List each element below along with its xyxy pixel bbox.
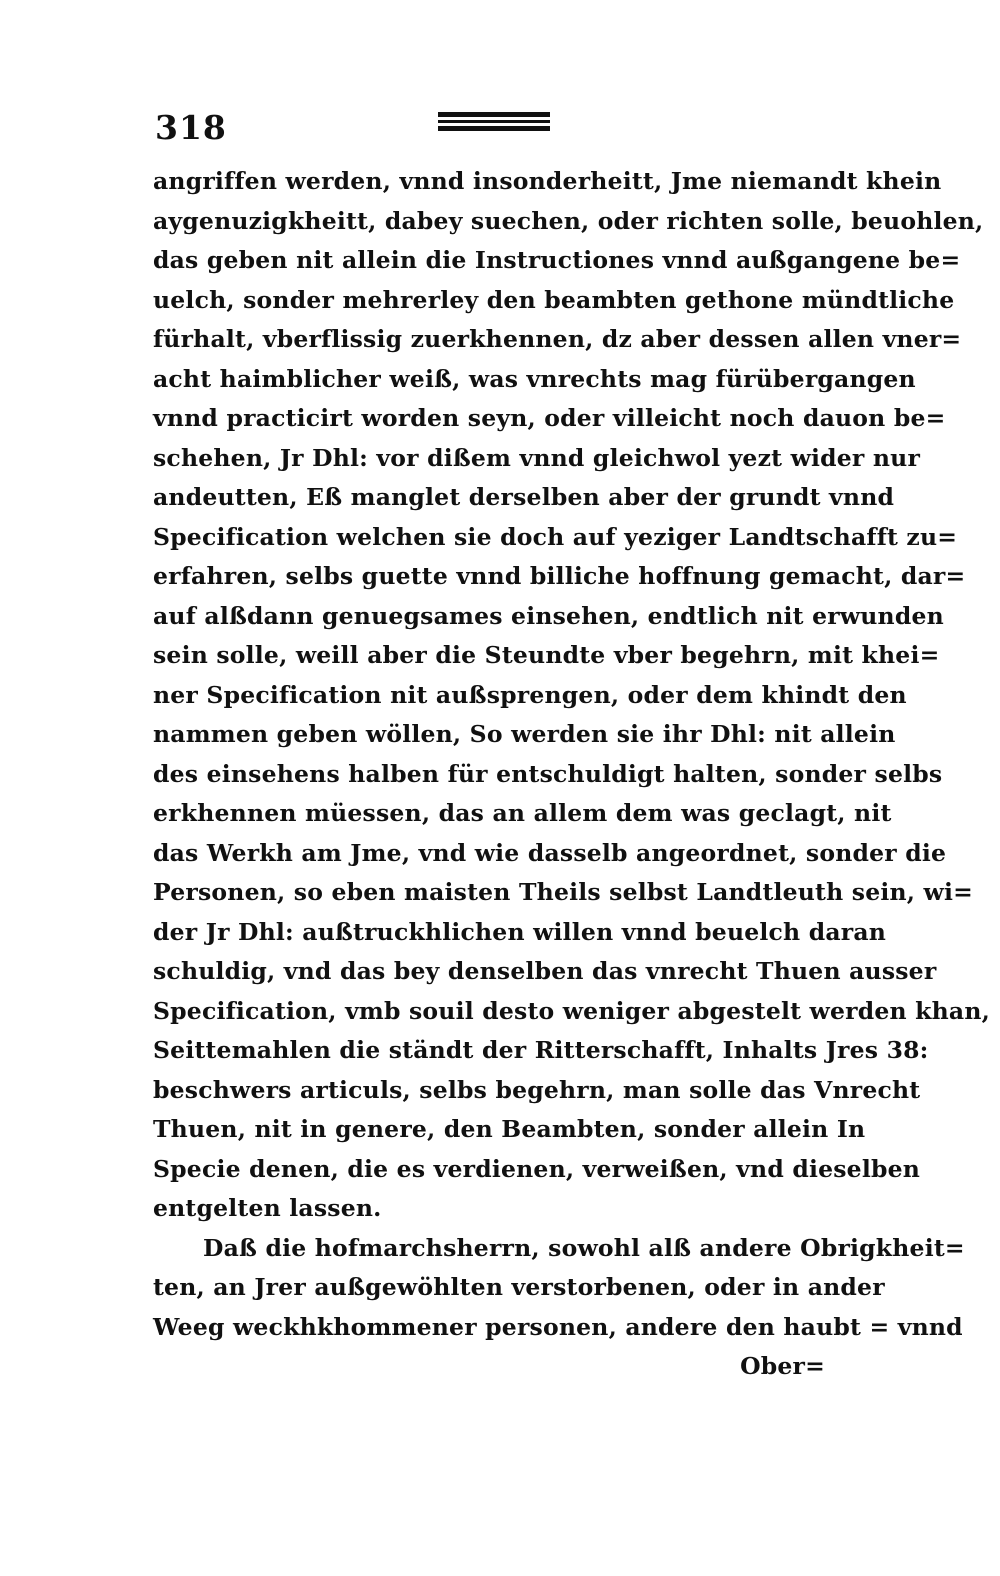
paragraph-line: ten, an Jrer außgewöhlten verstorbenen, oder in ander — [153, 1273, 885, 1301]
text-line: Specie denen, die es verdienen, verweißen, vnd dieselben — [153, 1154, 921, 1183]
text-line: Seittemahlen die ständt der Ritterschafft, Inhalts Jres 38: — [153, 1036, 929, 1064]
text-line: Personen, so eben maisten Theils selbst Landtleuth sein, wi= — [153, 878, 973, 906]
text-line: das geben nit allein die Instructiones vnnd außgangene be= — [153, 246, 961, 274]
text-line: Specification welchen sie doch auf yeziger Landtschafft zu= — [153, 522, 958, 551]
text-line: das Werkh am Jme, vnd wie dasselb angeordnet, sonder die — [153, 838, 947, 867]
text-line: nammen geben wöllen, So werden sie ihr Dhl: nit allein — [153, 720, 896, 748]
page-number: 318 — [155, 108, 227, 147]
text-line: auf alßdann genuegsames einsehen, endtlich nit erwunden — [153, 601, 944, 630]
text-line: schuldig, vnd das bey denselben das vnrecht Thuen ausser — [153, 957, 937, 985]
text-block — [153, 162, 991, 1387]
text-line: fürhalt, vberflissig zuerkhennen, dz aber dessen allen vner= — [153, 325, 962, 353]
text-line: sein solle, weill aber die Steundte vber begehrn, mit khei= — [153, 641, 940, 669]
text-line: erkhennen müessen, das an allem dem was geclagt, nit — [153, 799, 892, 827]
text-line: Specification, vmb souil desto weniger abgestelt werden khan, — [153, 996, 991, 1025]
text-line: ner Specification nit außsprengen, oder dem khindt den — [153, 680, 907, 709]
text-line: des einsehens halben für entschuldigt halten, sonder selbs — [153, 759, 943, 788]
paragraph-line: Daß die hofmarchsherrn, sowohl alß andere Obrigkheit= — [203, 1233, 965, 1262]
text-line: beschwers articuls, selbs begehrn, man solle das Vnrecht — [153, 1075, 921, 1104]
text-line: acht haimblicher weiß, was vnrechts mag fürübergangen — [153, 364, 916, 393]
text-line: uelch, sonder mehrerley den beambten gethone mündtliche — [153, 285, 955, 314]
text-line: entgelten lassen. — [153, 1194, 382, 1222]
header-rule-ornament — [438, 112, 550, 132]
text-line: der Jr Dhl: außtruckhlichen willen vnnd beuelch daran — [153, 917, 887, 946]
text-line: Thuen, nit in genere, den Beambten, sonder allein In — [153, 1115, 866, 1143]
text-line: andeutten, Eß manglet derselben aber der grundt vnnd — [153, 483, 895, 511]
text-line: angriffen werden, vnnd insonderheitt, Jme niemandt khein — [153, 167, 942, 195]
text-line: aygenuzigkheitt, dabey suechen, oder richten solle, beuohlen, — [153, 206, 984, 235]
paragraph-line: Weeg weckhkhommener personen, andere den haubt = vnnd — [153, 1312, 963, 1341]
text-line: erfahren, selbs guette vnnd billiche hoffnung gemacht, dar= — [153, 562, 966, 590]
text-line: vnnd practicirt worden seyn, oder villeicht noch dauon be= — [153, 404, 946, 432]
text-line: schehen, Jr Dhl: vor dißem vnnd gleichwol yezt wider nur — [153, 443, 921, 472]
catchword: Ober= — [740, 1352, 825, 1380]
